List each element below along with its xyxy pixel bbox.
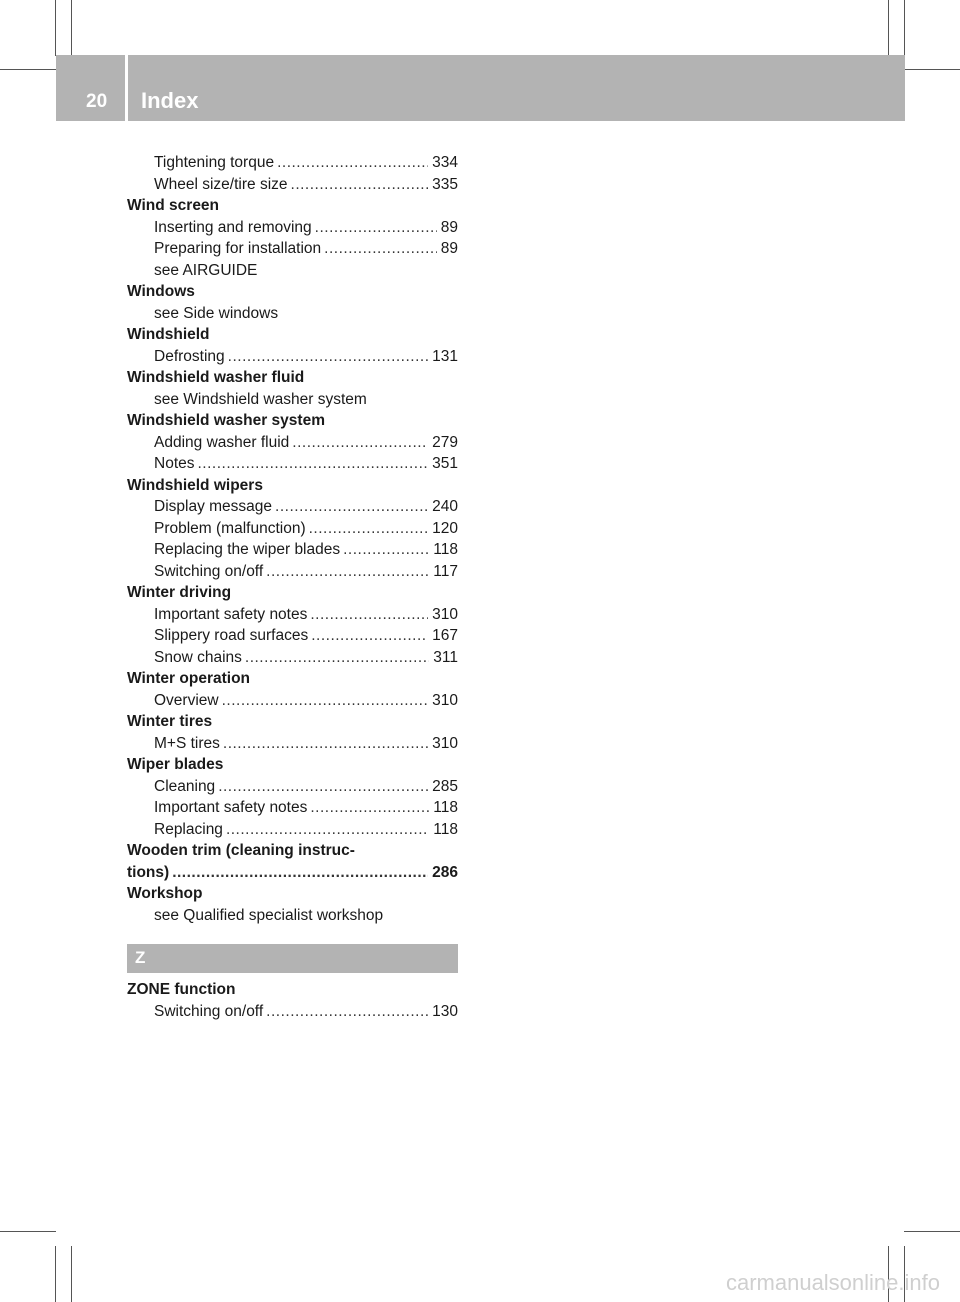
entry-text: Wiper blades <box>127 756 224 773</box>
index-subentry <box>127 647 458 669</box>
entry-text: Winter tires <box>127 713 213 730</box>
dot-leader <box>310 604 428 626</box>
entry-text: Replacing the wiper blades <box>154 541 341 558</box>
index-subentry <box>127 625 458 647</box>
entry-text: Important safety notes <box>154 799 308 816</box>
dot-leader <box>228 346 428 368</box>
index-heading <box>127 475 458 497</box>
page-reference: 286 <box>432 863 458 881</box>
index-subentry <box>127 453 458 475</box>
index-heading <box>127 324 458 346</box>
page-reference: 89 <box>440 218 458 236</box>
entry-text: Winter operation <box>127 670 251 687</box>
page-reference: 351 <box>432 455 458 472</box>
page-reference: 310 <box>432 734 458 752</box>
crop-mark <box>55 1246 56 1302</box>
crop-mark <box>904 0 905 56</box>
entry-text: Wooden trim (cleaning instruc- <box>127 842 355 859</box>
index-heading <box>127 281 458 303</box>
entry-text: see AIRGUIDE <box>154 261 258 279</box>
entry-text: Notes <box>154 455 195 472</box>
dot-leader <box>226 819 429 841</box>
entry-text: Switching on/off <box>154 562 264 580</box>
index-heading <box>127 582 458 604</box>
entry-text: Display message <box>154 498 273 515</box>
entry-text: Adding washer fluid <box>154 433 290 451</box>
page-reference: 118 <box>433 541 458 558</box>
index-column-z <box>127 979 458 1022</box>
page-reference: 311 <box>433 648 458 666</box>
page-reference: 310 <box>432 605 458 623</box>
entry-text: Winter driving <box>127 584 232 601</box>
index-heading <box>127 840 458 862</box>
index-subentry <box>127 539 458 561</box>
page-reference: 334 <box>432 154 458 171</box>
index-subentry <box>127 690 458 712</box>
dot-leader <box>311 625 428 647</box>
dot-leader <box>222 690 429 712</box>
index-subentry <box>127 432 458 454</box>
section-title: Index <box>141 88 199 113</box>
page-reference: 117 <box>433 562 458 580</box>
page-reference: 310 <box>432 691 458 709</box>
index-heading <box>127 862 458 884</box>
index-subentry <box>127 905 458 927</box>
index-subentry <box>127 346 458 368</box>
entry-text: Important safety notes <box>154 605 308 623</box>
dot-leader <box>218 776 428 798</box>
index-subentry <box>127 389 458 411</box>
page-reference: 130 <box>432 1002 458 1020</box>
dot-leader <box>277 152 428 174</box>
entry-text: Windshield wipers <box>127 476 263 494</box>
entry-text: Windshield <box>127 326 210 343</box>
section-letter: Z <box>135 948 146 967</box>
page-reference: 285 <box>432 777 458 795</box>
crop-mark <box>55 0 56 56</box>
entry-text: Tightening torque <box>154 154 275 171</box>
dot-leader <box>309 518 429 540</box>
page-reference: 335 <box>432 175 458 193</box>
entry-text: Problem (malfunction) <box>154 519 306 537</box>
entry-text: Switching on/off <box>154 1002 264 1020</box>
dot-leader <box>198 453 429 475</box>
crop-mark <box>71 0 72 56</box>
index-heading <box>127 668 458 690</box>
index-subentry <box>127 776 458 798</box>
entry-text: M+S tires <box>154 734 220 752</box>
entry-text: Cleaning <box>154 777 216 795</box>
index-subentry <box>127 174 458 196</box>
index-subentry <box>127 238 458 260</box>
index-subentry <box>127 1001 458 1023</box>
dot-leader <box>266 561 429 583</box>
dot-leader <box>223 733 428 755</box>
entry-text: Windows <box>127 283 195 300</box>
dot-leader <box>172 862 428 884</box>
dot-leader <box>343 539 429 561</box>
page-reference: 89 <box>440 240 458 257</box>
index-subentry <box>127 496 458 518</box>
index-subentry <box>127 561 458 583</box>
entry-text: tions) <box>127 863 170 881</box>
entry-text: Wind screen <box>127 197 220 214</box>
entry-text: Windshield washer fluid <box>127 369 305 386</box>
index-heading <box>127 711 458 733</box>
index-subentry <box>127 152 458 174</box>
entry-text: Windshield washer system <box>127 412 325 429</box>
entry-text: Overview <box>154 691 219 709</box>
page-reference: 118 <box>433 820 458 838</box>
entry-text: Snow chains <box>154 648 242 666</box>
index-heading <box>127 883 458 905</box>
index-heading <box>127 754 458 776</box>
entry-text: Slippery road surfaces <box>154 627 309 644</box>
entry-text: ZONE function <box>127 981 236 998</box>
crop-mark <box>904 1231 960 1232</box>
page-reference: 279 <box>432 433 458 451</box>
entry-text: Inserting and removing <box>154 218 312 236</box>
crop-mark <box>888 0 889 56</box>
index-subentry <box>127 217 458 239</box>
letter-section-bar <box>127 944 458 973</box>
index-subentry <box>127 303 458 325</box>
dot-leader <box>266 1001 428 1023</box>
index-subentry <box>127 797 458 819</box>
crop-mark <box>0 1231 56 1232</box>
watermark: carmanualsonline.info <box>725 1270 940 1295</box>
entry-text: see Windshield washer system <box>154 390 367 408</box>
index-heading <box>127 195 458 217</box>
index-subentry <box>127 819 458 841</box>
index-column <box>127 152 458 926</box>
dot-leader <box>310 797 429 819</box>
dot-leader <box>245 647 429 669</box>
page-reference: 167 <box>432 627 458 644</box>
index-heading <box>127 979 458 1001</box>
entry-text: see Qualified specialist workshop <box>154 906 384 924</box>
dot-leader <box>291 174 429 196</box>
crop-mark <box>71 1246 72 1302</box>
index-heading <box>127 410 458 432</box>
index-subentry <box>127 260 458 282</box>
page-reference: 131 <box>432 347 458 365</box>
entry-text: Workshop <box>127 885 203 902</box>
page-reference: 120 <box>432 519 458 537</box>
entry-text: Defrosting <box>154 347 225 365</box>
index-subentry <box>127 604 458 626</box>
dot-leader <box>275 496 428 518</box>
dot-leader <box>324 238 437 260</box>
index-subentry <box>127 518 458 540</box>
page-reference: 240 <box>432 498 458 515</box>
entry-text: see Side windows <box>154 304 279 322</box>
entry-text: Preparing for installation <box>154 240 322 257</box>
header-divider <box>125 55 128 121</box>
dot-leader <box>315 217 437 239</box>
page-reference: 118 <box>433 799 458 816</box>
entry-text: Replacing <box>154 820 223 838</box>
page-number: 20 <box>86 91 108 112</box>
index-subentry <box>127 733 458 755</box>
entry-text: Wheel size/tire size <box>154 175 288 193</box>
index-heading <box>127 367 458 389</box>
dot-leader <box>292 432 428 454</box>
